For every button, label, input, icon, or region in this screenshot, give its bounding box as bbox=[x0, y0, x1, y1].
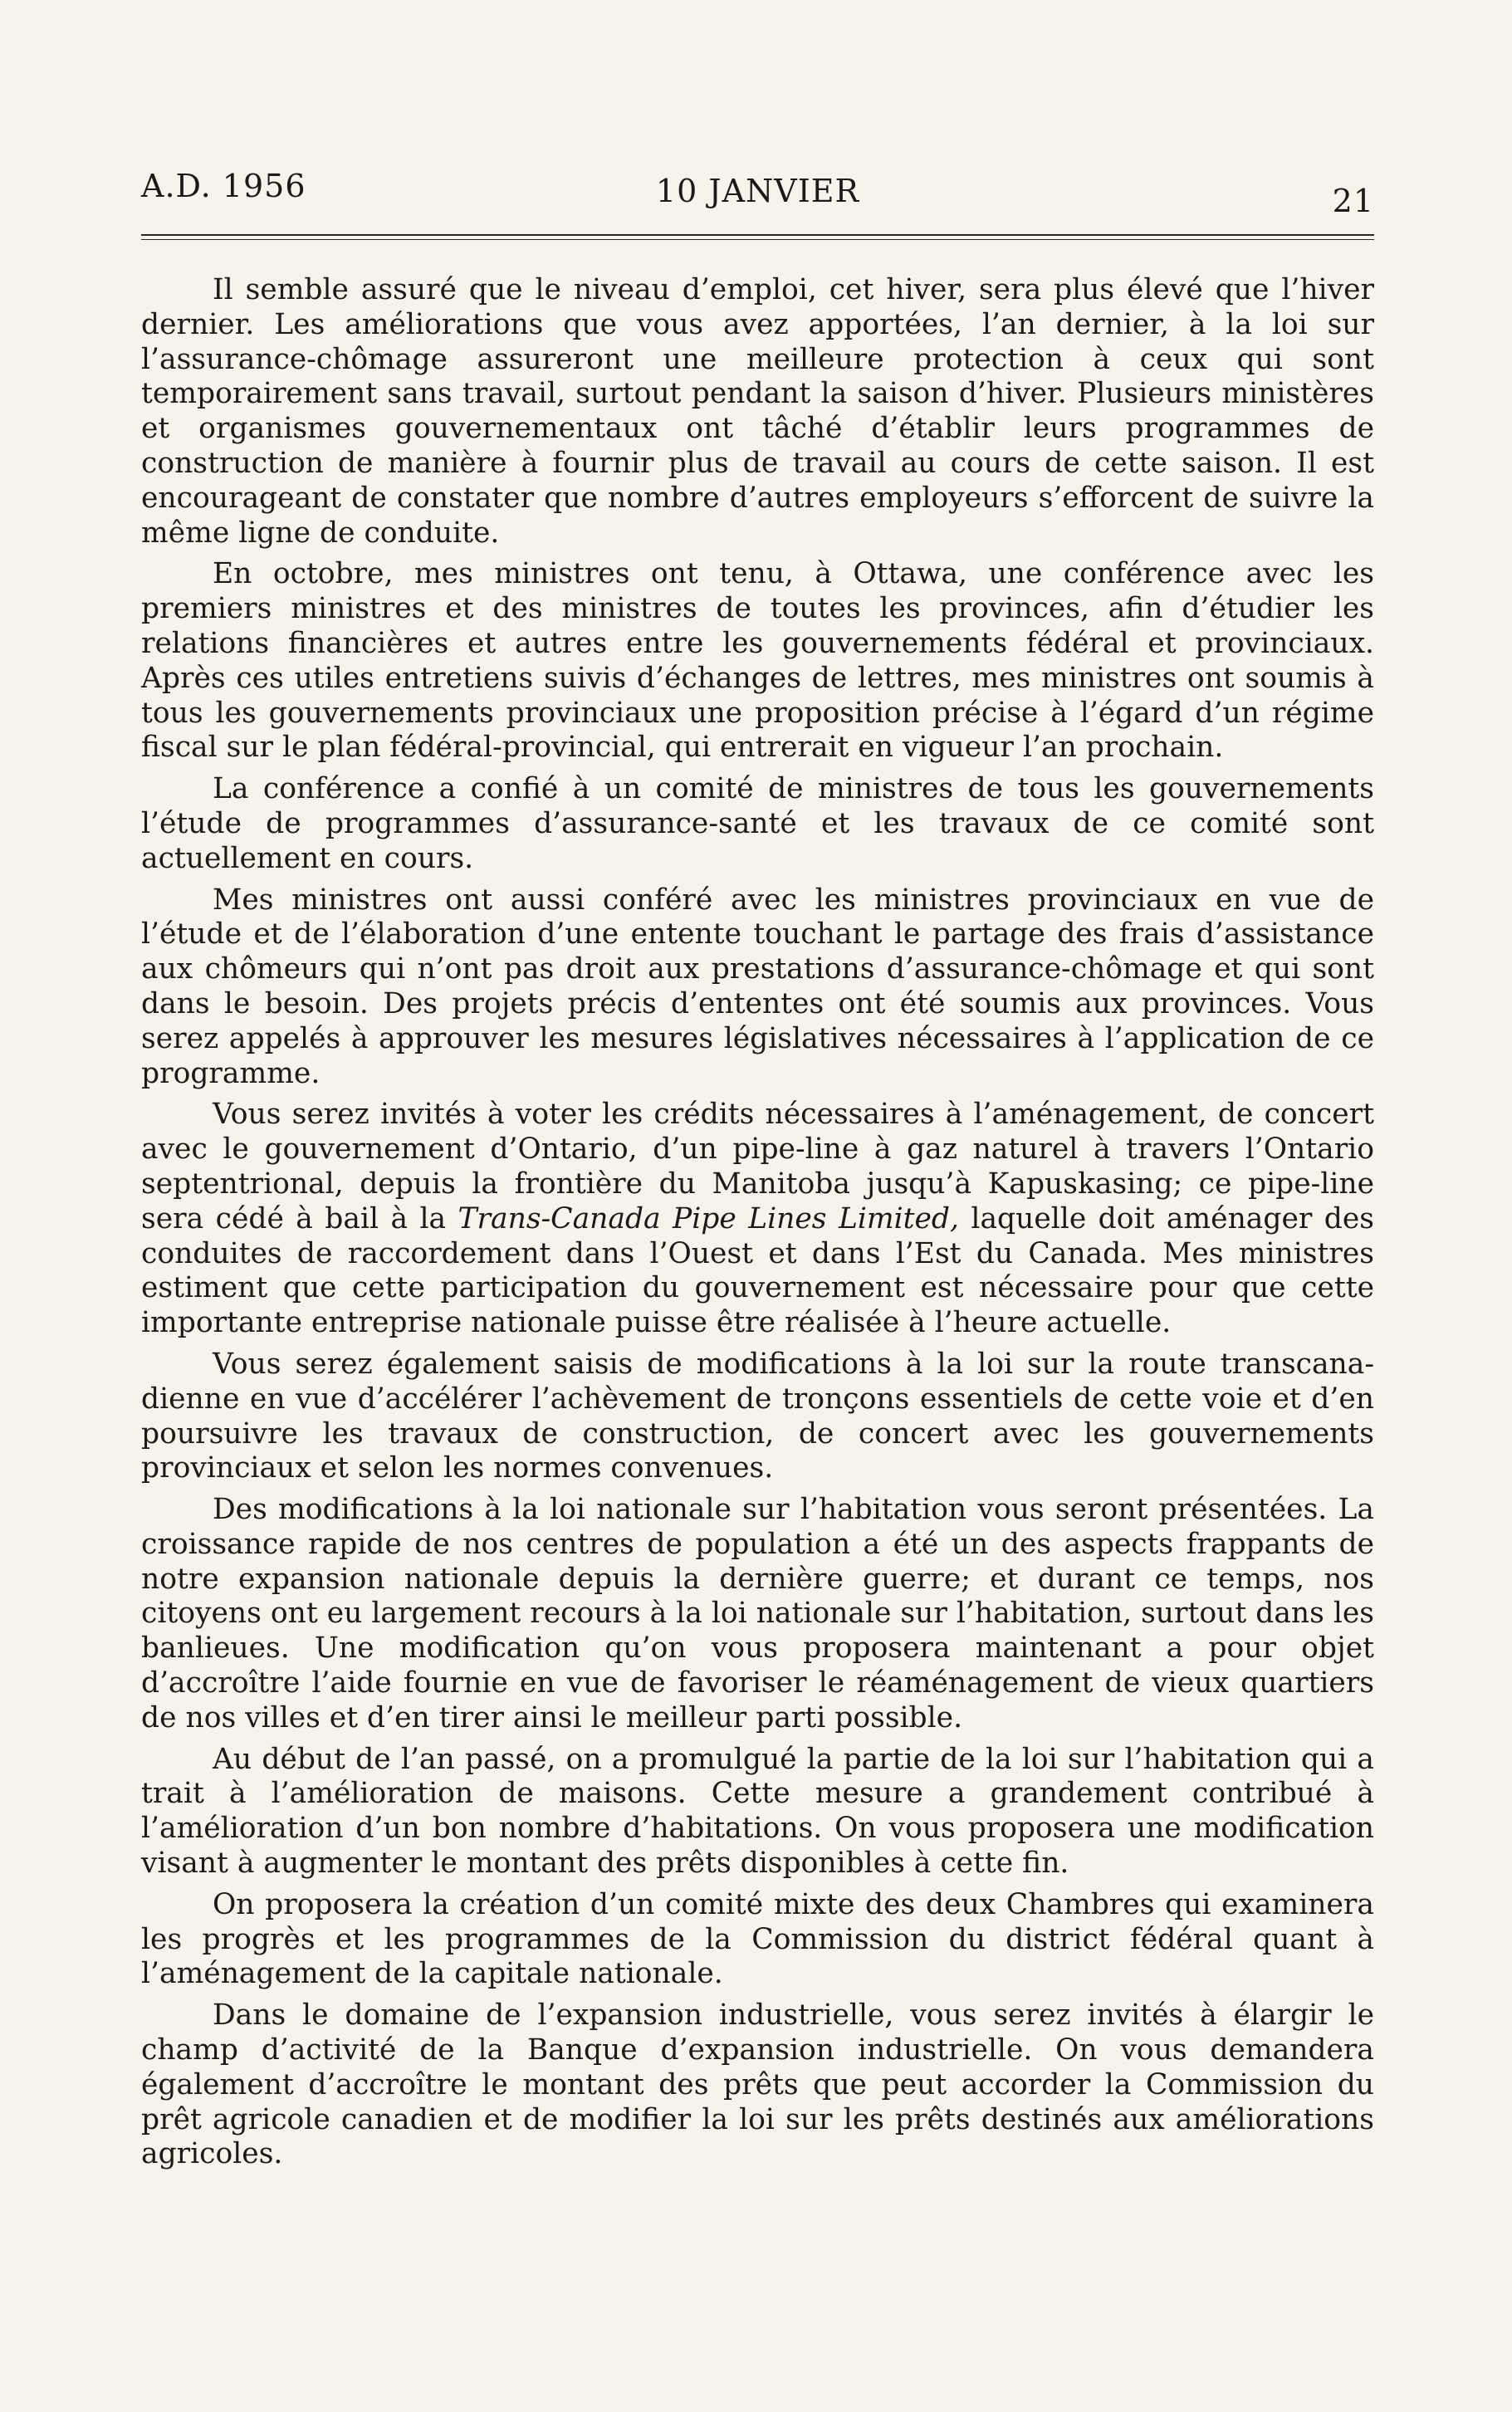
paragraph-unemployment-assistance: Mes ministres ont aussi conféré avec les ministres provinciaux en vue de l’étude et de l’élaboration d’une entente touchant le partage des frais d’assistance aux chômeurs qui n’ont pas droit aux prestations d’assurance-chômage et qui sont dans le besoin. Des projets précis d’ententes ont été soumis aux provinces. Vous serez appelés à approuver les mesures législatives nécessaires à l’application de ce programme. bbox=[141, 883, 1374, 1090]
paragraph-health-insurance: La conférence a confié à un comité de ministres de tous les gouvernements l’étude de programmes d’assurance-santé et les travaux de ce comité sont actuellement en cours. bbox=[141, 772, 1374, 875]
header-double-rule bbox=[141, 234, 1374, 240]
paragraph-home-improvement: Au début de l’an passé, on a promulgué la partie de la loi sur l’habitation qui a trait à l’amélioration de maisons. Cette mesure a grandement contribué à l’amélioration d’un bon nombre d’habitations. On vous proposera une modification visant à augmenter le montant des prêts disponibles à cette fin. bbox=[141, 1742, 1374, 1881]
paragraph-pipeline bbox=[141, 1098, 1374, 1341]
paragraph-employment: Il semble assuré que le niveau d’emploi, cet hiver, sera plus élevé que l’hiver dernier. Les améliorations que vous avez apportées, l’an dernier, à la loi sur l’assurance-chômage assureront une meilleure protection à ceux qui sont temporairement sans travail, surtout pendant la saison d’hiver. Plusieurs ministères et organismes gouvernementaux ont tâché d’établir leurs programmes de construction de manière à fournir plus de travail au cours de cette saison. Il est encourageant de constater que nombre d’autres employeurs s’efforcent de suivre la même ligne de conduite. bbox=[141, 273, 1374, 550]
running-head bbox=[141, 158, 1374, 219]
header-date: 10 JANVIER bbox=[655, 173, 860, 209]
paragraph-industrial-expansion: Dans le domaine de l’expansion industrielle, vous serez invités à élargir le champ d’activité de la Banque d’expansion industrielle. On vous demandera également d’accroître le montant des prêts que peut accorder la Commission du prêt agricole canadien et de modifier la loi sur les prêts destinés aux améliorations agricoles. bbox=[141, 1999, 1374, 2171]
paragraph-conference: En octobre, mes ministres ont tenu, à Ottawa, une conférence avec les premiers ministres et des ministres de toutes les provinces, afin d’étudier les relations financières et autres entre les gouvernements fédéral et provinciaux. Après ces utiles entretiens suivis d’échanges de lettres, mes ministres ont soumis à tous les gouvernements provinciaux une proposition précise à l’égard d’un régime fiscal sur le plan fédéral-provincial, qui entrerait en vigueur l’an prochain. bbox=[141, 557, 1374, 765]
pipeline-text-after: laquelle doit aménager des conduites de raccordement dans l’Ouest et dans l’Est du Canada. Mes ministres estiment que cette participation du gouvernement est nécessaire pour que cette importante entreprise nationale puisse être réalisée à l’heure actuelle. bbox=[141, 1201, 1374, 1340]
pipeline-company-name: Trans-Canada Pipe Lines Limited, bbox=[458, 1201, 959, 1235]
pipeline-text-before: Vous serez invités à voter les crédits nécessaires à l’aménagement, de concert avec le gouvernement d’Ontario, d’un pipe-line à gaz naturel à travers l’Ontario septentrional, depuis la frontière du Manitoba jusqu’à Kapuskasing; ce pipe-line sera cédé à bail à la bbox=[141, 1098, 1374, 1235]
paragraph-housing-act: Des modifications à la loi nationale sur l’habitation vous seront présentées. La croissance rapide de nos centres de population a été un des aspects frappants de notre expansion nationale depuis la dernière guerre; et durant ce temps, nos citoyens ont eu largement recours à la loi nationale sur l’habitation, surtout dans les banlieues. Une modification qu’on vous proposera maintenant a pour objet d’accroître l’aide fournie en vue de favoriser le réaménagement de vieux quartiers de nos villes et d’en tirer ainsi le meilleur parti possible. bbox=[141, 1493, 1374, 1734]
page bbox=[141, 158, 1374, 2172]
speech-text bbox=[141, 273, 1374, 2172]
paragraph-trans-canada-highway: Vous serez également saisis de modifications à la loi sur la route transcanadienne en vue d’accélérer l’achèvement de tronçons essentiels de cette voie et d’en poursuivre les travaux de construction, de concert avec les gouvernements provinciaux et selon les normes convenues. bbox=[141, 1347, 1374, 1485]
header-year: A.D. 1956 bbox=[141, 168, 306, 204]
page-number: 21 bbox=[1332, 183, 1374, 219]
paragraph-joint-committee: On proposera la création d’un comité mixte des deux Chambres qui examinera les progrès et les programmes de la Commission du district fédéral quant à l’aménagement de la capitale nationale. bbox=[141, 1887, 1374, 1991]
